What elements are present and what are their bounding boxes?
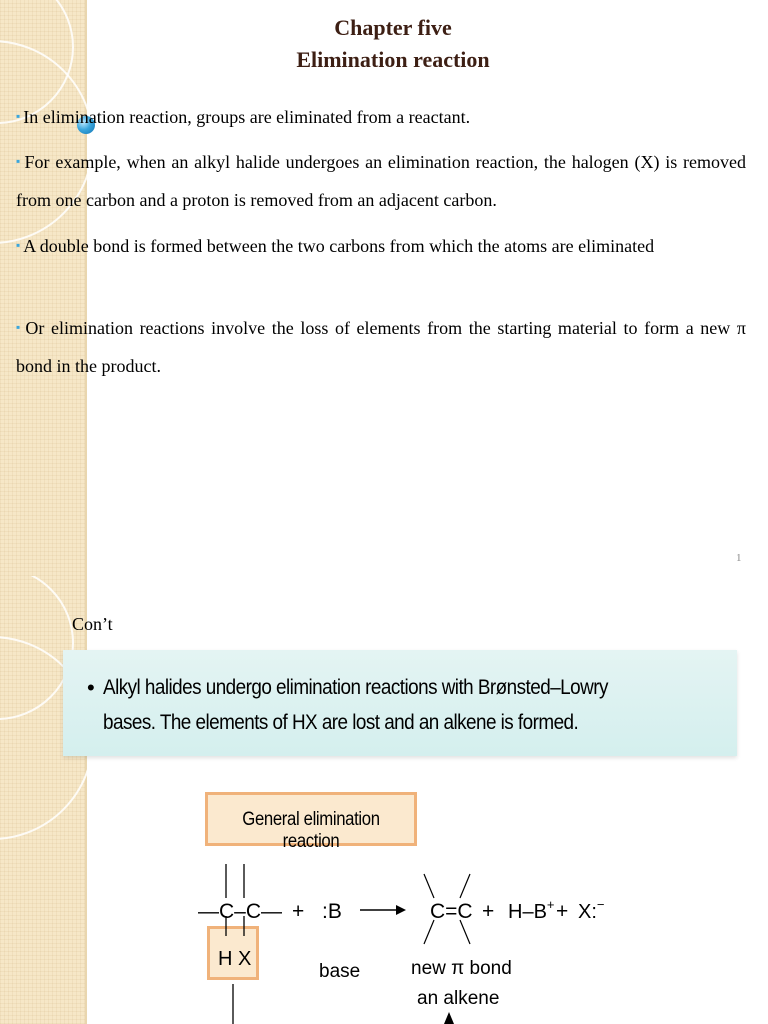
bullet-paragraph <box>16 97 746 136</box>
slide-2 <box>0 576 768 1024</box>
alkene-label: an alkene <box>417 988 500 1009</box>
reaction-scheme <box>0 576 768 1024</box>
conjugate-acid-formula: H–B <box>508 901 547 923</box>
bullet-text: Or elimination reactions involve the loss of elements from the starting material to form a new π bond in the product. <box>16 318 746 376</box>
chapter-subtitle: Elimination reaction <box>296 47 490 72</box>
plus-sign: + <box>292 900 305 923</box>
bullet-icon: ▪ <box>16 109 21 123</box>
bullet-icon: ▪ <box>16 320 23 334</box>
callout-text: Alkyl halides undergo elimination reactions with Brønsted–Lowry bases. The elements of HX are lost and an alkene is formed. <box>103 676 608 734</box>
bond-line <box>460 874 470 898</box>
bullet-text: For example, when an alkyl halide undergoes an elimination reaction, the halogen (X) is removed from one carbon and a proton is removed from an adjacent carbon. <box>16 152 746 210</box>
bullet-text: A double bond is formed between the two carbons from which the atoms are eliminated <box>23 236 655 256</box>
hydrogen-atom: H <box>218 948 233 970</box>
plus-sign: + <box>482 900 495 923</box>
bullet-icon: ▪ <box>16 238 21 252</box>
conjugate-acid <box>508 897 555 923</box>
callout-bullet: • <box>87 675 95 700</box>
reaction-title: General elimination reaction <box>242 809 380 852</box>
alkene-product: C=C <box>430 900 473 923</box>
halogen-atom: X <box>238 948 252 970</box>
halide-charge: − <box>596 897 605 912</box>
bullet-text: In elimination reaction, groups are eliminated from a reactant. <box>23 107 471 127</box>
slide-number: 1 <box>736 552 742 564</box>
chapter-title: Chapter five <box>334 15 452 40</box>
halide-formula: X: <box>578 901 597 923</box>
bond-line <box>424 920 434 944</box>
bullet-paragraph <box>16 226 746 265</box>
bullet-paragraph <box>16 308 746 385</box>
base-label: base <box>319 961 361 982</box>
arrowhead-icon <box>396 905 406 915</box>
base-symbol: :B <box>322 900 342 923</box>
new-bond-label: new π bond <box>411 958 512 979</box>
bullet-icon: ▪ <box>16 154 22 168</box>
reactant: —C–C— <box>198 900 283 923</box>
bullet-paragraph <box>16 142 746 219</box>
pointer-arrow-icon <box>444 1012 454 1024</box>
conjugate-acid-charge: + <box>546 897 555 912</box>
plus-sign: + <box>556 900 569 923</box>
bond-line <box>460 920 470 944</box>
band-edge <box>85 0 87 576</box>
halide-ion <box>578 897 605 923</box>
slide-heading: Con’t <box>72 614 113 634</box>
bond-line <box>424 874 434 898</box>
